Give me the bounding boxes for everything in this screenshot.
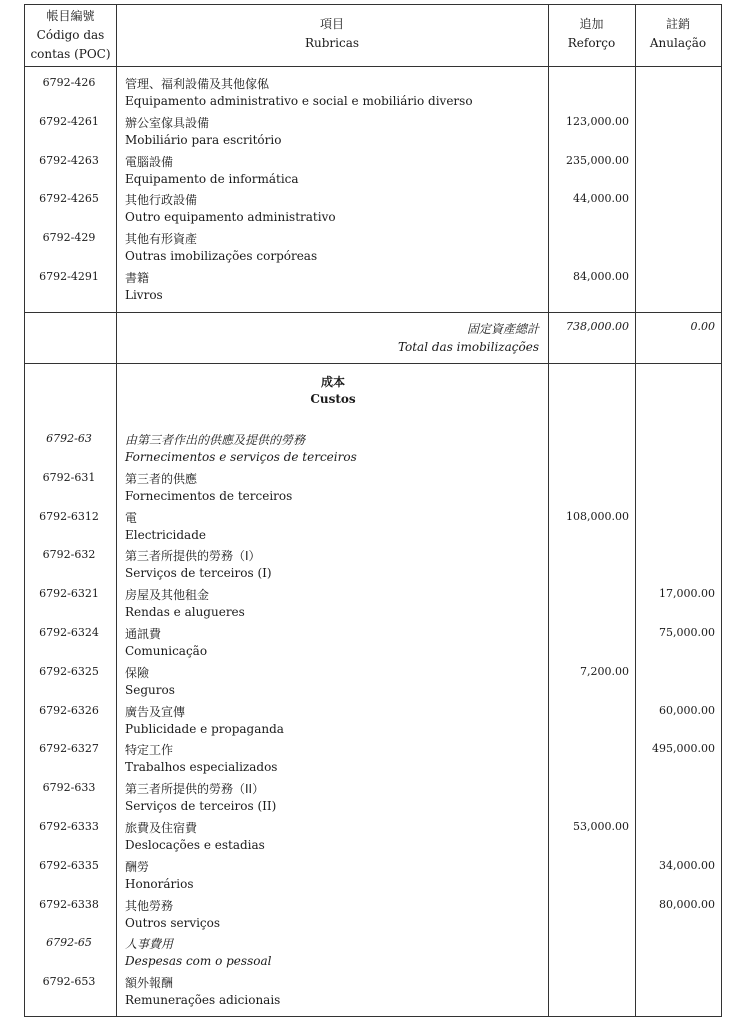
item-label-zh: 第三者所提供的勞務（II） <box>125 782 265 797</box>
header-item <box>116 15 548 53</box>
item-label-zh: 廣告及宣傳 <box>125 704 186 719</box>
item-label-zh: 辦公室傢具設備 <box>125 115 210 130</box>
account-code: 6792-6324 <box>39 626 99 639</box>
item-label-pt: Honorários <box>125 876 194 891</box>
anulacao-value: 60,000.00 <box>659 703 715 717</box>
item-label-zh: 特定工作 <box>125 743 174 758</box>
section-divider <box>25 363 721 364</box>
item-label-pt: Deslocações e estadias <box>125 838 265 852</box>
header-item-zh: 項目 <box>319 17 344 31</box>
item-label-zh: 通訊費 <box>125 627 162 641</box>
item-label-zh: 第三者的供應 <box>125 471 198 486</box>
account-code: 6792-632 <box>42 548 96 562</box>
item-label-zh: 保險 <box>125 665 150 680</box>
item-label-zh: 房屋及其他租金 <box>125 588 210 603</box>
column-divider <box>116 5 117 1016</box>
budget-table <box>24 4 722 1017</box>
anulacao-value: 17,000.00 <box>659 587 715 601</box>
item-label-pt: Publicidade e propaganda <box>125 721 284 736</box>
reforco-value: 7,200.00 <box>580 664 629 678</box>
header-reforco-zh: 追加 <box>579 17 604 31</box>
item-label-pt: Outras imobilizações corpóreas <box>125 249 318 264</box>
header-anulacao-pt: Anulação <box>649 36 707 50</box>
account-code: 6792-6327 <box>39 742 99 756</box>
account-code: 6792-4291 <box>39 270 99 283</box>
section-title-pt: Custos <box>310 392 356 406</box>
account-code: 6792-429 <box>42 231 96 245</box>
account-code: 6792-6312 <box>39 509 99 523</box>
account-code: 6792-6333 <box>39 820 99 833</box>
total-reforco: 738,000.00 <box>566 320 629 333</box>
item-label-pt: Equipamento de informática <box>125 171 299 186</box>
header-code <box>25 7 116 64</box>
header-reforco-pt: Reforço <box>567 36 616 50</box>
item-label-zh: 旅費及住宿費 <box>125 821 198 835</box>
item-label-pt: Remunerações adicionais <box>125 993 281 1008</box>
account-code: 6792-426 <box>42 76 96 89</box>
item-label-zh: 電腦設備 <box>125 154 174 169</box>
item-label-zh: 書籍 <box>125 271 150 285</box>
anulacao-value: 80,000.00 <box>659 897 715 911</box>
item-label-pt: Seguros <box>125 682 175 697</box>
item-label-zh: 額外報酬 <box>125 976 174 991</box>
account-code: 6792-65 <box>46 936 92 950</box>
item-label-zh: 酬勞 <box>125 859 150 874</box>
item-label-pt: Fornecimentos de terceiros <box>125 488 293 503</box>
item-label-zh: 管理、福利設備及其他傢俬 <box>125 77 270 91</box>
account-code: 6792-6321 <box>39 587 99 601</box>
account-code: 6792-6338 <box>39 897 99 911</box>
reforco-value: 235,000.00 <box>566 153 629 167</box>
item-label-zh: 電 <box>125 510 138 525</box>
account-code: 6792-4263 <box>39 153 99 167</box>
item-label-pt: Serviços de terceiros (I) <box>125 566 272 581</box>
item-label-pt: Trabalhos especializados <box>125 760 278 775</box>
item-label-pt: Outro equipamento administrativo <box>125 210 336 225</box>
item-label-pt: Despesas com o pessoal <box>125 954 272 969</box>
total-anulacao: 0.00 <box>690 320 715 333</box>
account-code: 6792-631 <box>42 470 96 484</box>
account-code: 6792-653 <box>42 975 96 989</box>
item-label-zh: 第三者所提供的勞務（I） <box>125 549 261 564</box>
anulacao-value: 75,000.00 <box>659 626 715 639</box>
header-item-pt: Rubricas <box>304 36 360 50</box>
header-code-zh: 帳目編號 <box>46 9 95 23</box>
item-label-pt: Equipamento administrativo e social e mobiliário diverso <box>125 94 473 108</box>
anulacao-value: 34,000.00 <box>659 858 715 872</box>
item-label-pt: Fornecimentos e serviços de terceiros <box>125 450 357 464</box>
item-label-pt: Electricidade <box>125 527 206 542</box>
section-title-zh: 成本 <box>320 375 345 389</box>
section-divider <box>25 312 721 313</box>
anulacao-value: 495,000.00 <box>652 742 715 756</box>
header-divider <box>25 66 721 67</box>
item-label-pt: Outros serviços <box>125 915 221 930</box>
item-label-pt: Comunicação <box>125 644 208 658</box>
account-code: 6792-63 <box>46 432 92 445</box>
header-reforco <box>548 15 635 53</box>
account-code: 6792-633 <box>42 781 96 795</box>
account-code: 6792-6326 <box>39 703 99 717</box>
total-label-pt: Total das imobilizações <box>397 340 539 354</box>
item-label-zh: 由第三者作出的供應及提供的勞務 <box>125 433 306 447</box>
item-label-zh: 其他有形資產 <box>125 232 198 247</box>
item-label-pt: Livros <box>125 288 163 302</box>
item-label-pt: Mobiliário para escritório <box>125 132 282 147</box>
reforco-value: 84,000.00 <box>573 270 629 283</box>
header-code-pt1: Código das <box>36 28 105 42</box>
account-code: 6792-4261 <box>39 114 99 128</box>
total-label-zh: 固定資產總計 <box>466 322 539 336</box>
item-label-pt: Serviços de terceiros (II) <box>125 799 277 814</box>
item-label-pt: Rendas e alugueres <box>125 605 245 620</box>
reforco-value: 53,000.00 <box>573 820 629 833</box>
item-label-zh: 人事費用 <box>125 937 174 952</box>
header-anulacao <box>635 15 721 53</box>
account-code: 6792-4265 <box>39 192 99 206</box>
account-code: 6792-6325 <box>39 664 99 678</box>
reforco-value: 123,000.00 <box>566 114 629 128</box>
header-anulacao-zh: 註銷 <box>665 17 690 31</box>
reforco-value: 44,000.00 <box>573 192 629 206</box>
reforco-value: 108,000.00 <box>566 509 629 523</box>
header-code-pt2: contas (POC) <box>30 47 111 61</box>
item-label-zh: 其他行政設備 <box>125 193 198 208</box>
item-label-zh: 其他勞務 <box>125 898 174 913</box>
account-code: 6792-6335 <box>39 858 99 872</box>
